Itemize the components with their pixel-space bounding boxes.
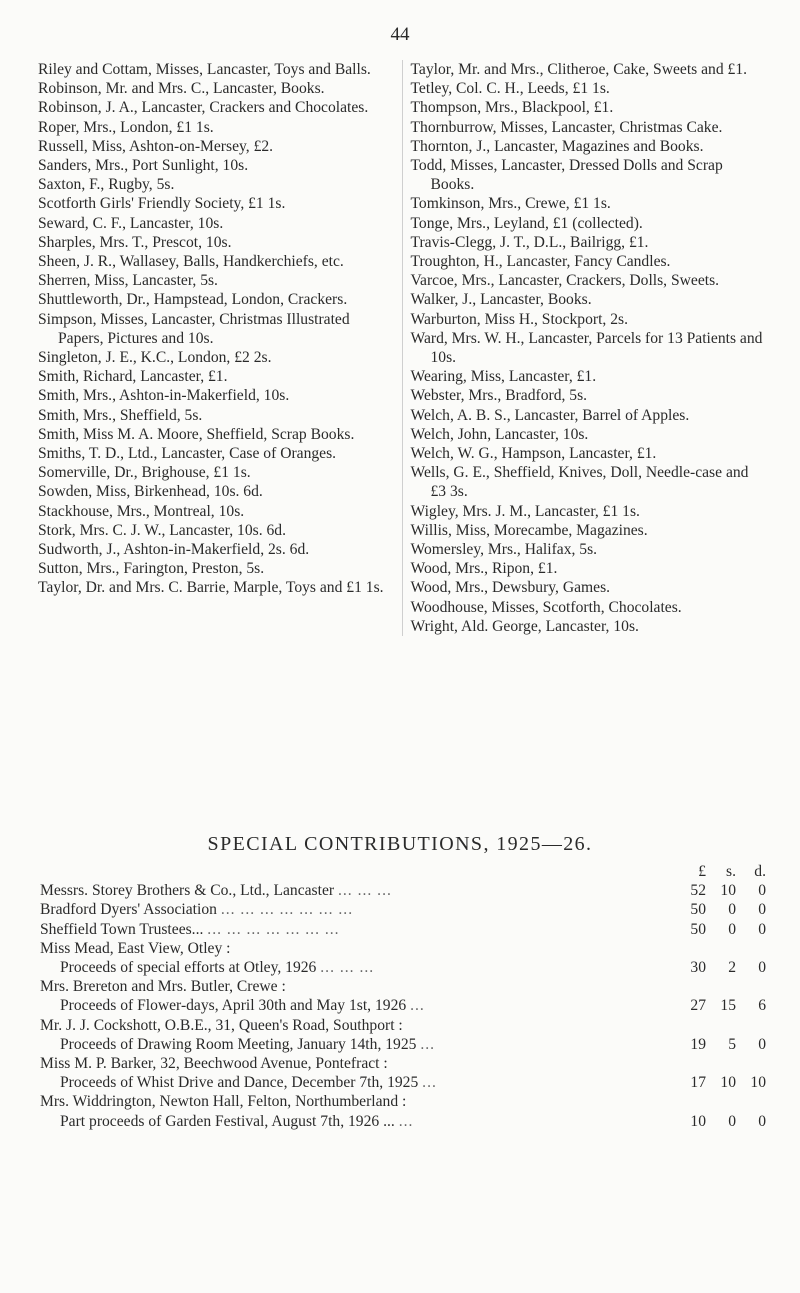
- shillings-value: 15: [720, 997, 736, 1015]
- contribution-description: Miss Mead, East View, Otley :: [40, 939, 231, 957]
- special-contributions-heading: SPECIAL CONTRIBUTIONS, 1925—26.: [207, 833, 593, 855]
- right-column: [402, 60, 767, 636]
- contributor-entry: Wells, G. E., Sheffield, Knives, Doll, Needle-case and £3 3s.: [410, 464, 749, 501]
- special-contribution-row: [40, 939, 766, 958]
- shillings-value: 0: [728, 1112, 736, 1130]
- pounds-value: 27: [690, 997, 706, 1015]
- special-contribution-row: [40, 958, 766, 977]
- contribution-description: Sheffield Town Trustees...: [40, 920, 204, 938]
- contributor-entry: Stork, Mrs. C. J. W., Lancaster, 10s. 6d.: [38, 521, 286, 539]
- contributor-entry: Stackhouse, Mrs., Montreal, 10s.: [38, 502, 245, 520]
- pence-header: d.: [754, 863, 766, 880]
- contributor-entry: Smith, Richard, Lancaster, £1.: [38, 368, 228, 386]
- contribution-description: Proceeds of Flower-days, April 30th and May 1st, 1926: [60, 997, 407, 1015]
- contribution-description: Messrs. Storey Brothers & Co., Ltd., Lancaster: [40, 882, 335, 900]
- contributor-entry: Smith, Miss M. A. Moore, Sheffield, Scrap Books.: [38, 425, 355, 443]
- contributor-entry: Wearing, Miss, Lancaster, £1.: [410, 368, 597, 386]
- special-contribution-row: [40, 900, 766, 919]
- contributor-entry: Wood, Mrs., Dewsbury, Games.: [410, 579, 611, 597]
- contributor-entry: Sanders, Mrs., Port Sunlight, 10s.: [38, 157, 249, 175]
- contributor-entry: Todd, Misses, Lancaster, Dressed Dolls and Scrap Books.: [410, 157, 723, 194]
- contributor-entry: Sherren, Miss, Lancaster, 5s.: [38, 272, 218, 290]
- special-contribution-row: [40, 1112, 766, 1131]
- contributor-entry: Welch, John, Lancaster, 10s.: [410, 425, 589, 443]
- contributor-entry: Simpson, Misses, Lancaster, Christmas Illustrated Papers, Pictures and 10s.: [38, 310, 350, 347]
- contributor-entry: Robinson, J. A., Lancaster, Crackers and Chocolates.: [38, 99, 369, 117]
- pence-value: 10: [750, 1074, 766, 1092]
- contributor-entry: Singleton, J. E., K.C., London, £2 2s.: [38, 349, 272, 367]
- contributor-entry: Scotforth Girls' Friendly Society, £1 1s.: [38, 195, 286, 213]
- contributor-entry: Tetley, Col. C. H., Leeds, £1 1s.: [410, 80, 610, 98]
- pence-value: 0: [758, 1035, 766, 1053]
- special-contribution-row: [40, 1054, 766, 1073]
- contribution-description: Proceeds of Whist Drive and Dance, December 7th, 1925: [60, 1074, 419, 1092]
- contributor-entry: Ward, Mrs. W. H., Lancaster, Parcels for 13 Patients and 10s.: [410, 329, 763, 367]
- special-contribution-row: [40, 996, 766, 1015]
- contributors-columns: [38, 60, 766, 636]
- shillings-value: 10: [720, 882, 736, 900]
- contributor-entry: Tonge, Mrs., Leyland, £1 (collected).: [410, 214, 643, 232]
- contribution-description: Bradford Dyers' Association: [40, 901, 217, 919]
- contributor-entry: Thornburrow, Misses, Lancaster, Christmas Cake.: [410, 118, 723, 136]
- contributor-entry: Somerville, Dr., Brighouse, £1 1s.: [38, 464, 251, 482]
- contributor-entry: Sutton, Mrs., Farington, Preston, 5s.: [38, 560, 265, 578]
- leader-dots: ... ... ...: [320, 959, 375, 977]
- pounds-value: 50: [690, 901, 706, 919]
- pounds-value: 10: [690, 1112, 706, 1130]
- contributor-entry: Webster, Mrs., Bradford, 5s.: [410, 387, 588, 405]
- contributor-entry: Seward, C. F., Lancaster, 10s.: [38, 214, 224, 232]
- pounds-header: £: [698, 863, 706, 880]
- contributor-entry: Varcoe, Mrs., Lancaster, Crackers, Dolls, Sweets.: [410, 272, 720, 290]
- contributor-entry: Tomkinson, Mrs., Crewe, £1 1s.: [410, 195, 611, 213]
- contribution-description: Mrs. Brereton and Mrs. Butler, Crewe :: [40, 978, 286, 996]
- pence-value: 0: [758, 959, 766, 977]
- pence-value: 6: [758, 997, 766, 1015]
- shillings-value: 2: [728, 959, 736, 977]
- pounds-value: 17: [690, 1074, 706, 1092]
- contributor-entry: Thornton, J., Lancaster, Magazines and Books.: [410, 137, 704, 155]
- contributor-entry: Smith, Mrs., Ashton-in-Makerfield, 10s.: [38, 387, 290, 405]
- contributor-entry: Taylor, Mr. and Mrs., Clitheroe, Cake, Sweets and £1.: [410, 61, 748, 78]
- contribution-description: Proceeds of special efforts at Otley, 1926: [60, 959, 317, 977]
- contributor-entry: Sheen, J. R., Wallasey, Balls, Handkerchiefs, etc.: [38, 253, 344, 271]
- currency-header-row: [40, 862, 766, 881]
- pounds-value: 30: [690, 959, 706, 977]
- contributor-entry: Wright, Ald. George, Lancaster, 10s.: [410, 617, 639, 635]
- contributor-entry: Walker, J., Lancaster, Books.: [410, 291, 592, 309]
- shillings-header: s.: [726, 863, 736, 880]
- contributor-entry: Roper, Mrs., London, £1 1s.: [38, 118, 214, 136]
- contributor-entry: Willis, Miss, Morecambe, Magazines.: [410, 521, 648, 539]
- leader-dots: ...: [398, 1112, 414, 1130]
- shillings-value: 0: [728, 920, 736, 938]
- pence-value: 0: [758, 920, 766, 938]
- contribution-description: Miss M. P. Barker, 32, Beechwood Avenue, Pontefract :: [40, 1055, 388, 1073]
- contributor-entry: Taylor, Dr. and Mrs. C. Barrie, Marple, Toys and £1 1s.: [38, 579, 384, 597]
- contributor-entry: Womersley, Mrs., Halifax, 5s.: [410, 541, 598, 559]
- contribution-description: Part proceeds of Garden Festival, August 7th, 1926 ...: [60, 1112, 395, 1130]
- shillings-value: 0: [728, 901, 736, 919]
- contributor-entry: Woodhouse, Misses, Scotforth, Chocolates.: [410, 598, 682, 616]
- contributor-entry: Troughton, H., Lancaster, Fancy Candles.: [410, 253, 671, 271]
- contributor-entry: Russell, Miss, Ashton-on-Mersey, £2.: [38, 137, 274, 155]
- contributor-entry: Sowden, Miss, Birkenhead, 10s. 6d.: [38, 483, 263, 501]
- special-contribution-row: [40, 977, 766, 996]
- shillings-value: 5: [728, 1035, 736, 1053]
- contributor-entry: Thompson, Mrs., Blackpool, £1.: [410, 99, 614, 117]
- special-contribution-row: [40, 1035, 766, 1054]
- special-contribution-row: [40, 881, 766, 900]
- contributor-entry: Robinson, Mr. and Mrs. C., Lancaster, Books.: [38, 80, 325, 98]
- contributor-entry: Travis-Clegg, J. T., D.L., Bailrigg, £1.: [410, 233, 649, 251]
- shillings-value: 10: [720, 1074, 736, 1092]
- special-contribution-row: [40, 1073, 766, 1092]
- left-column: [38, 60, 402, 636]
- contributor-entry: Sudworth, J., Ashton-in-Makerfield, 2s. 6d.: [38, 541, 310, 559]
- contributor-entry: Warburton, Miss H., Stockport, 2s.: [410, 310, 628, 328]
- leader-dots: ... ... ... ... ... ... ...: [207, 920, 340, 938]
- leader-dots: ...: [410, 997, 425, 1015]
- special-contribution-row: [40, 920, 766, 939]
- contributor-entry: Riley and Cottam, Misses, Lancaster, Toys and Balls.: [38, 61, 371, 78]
- special-contribution-row: [40, 1092, 766, 1111]
- pence-value: 0: [758, 882, 766, 900]
- contributor-entry: Shuttleworth, Dr., Hampstead, London, Crackers.: [38, 291, 348, 309]
- contributor-entry: Smiths, T. D., Ltd., Lancaster, Case of Oranges.: [38, 445, 337, 463]
- pounds-value: 19: [690, 1035, 706, 1053]
- leader-dots: ... ... ... ... ... ... ...: [220, 901, 354, 919]
- contribution-description: Mr. J. J. Cockshott, O.B.E., 31, Queen's Road, Southport :: [40, 1016, 403, 1034]
- page-number: 44: [390, 24, 410, 45]
- leader-dots: ...: [420, 1035, 436, 1053]
- contributor-entry: Welch, W. G., Hampson, Lancaster, £1.: [410, 445, 657, 463]
- pence-value: 0: [758, 901, 766, 919]
- contributor-entry: Wigley, Mrs. J. M., Lancaster, £1 1s.: [410, 502, 640, 520]
- contribution-description: Mrs. Widdrington, Newton Hall, Felton, Northumberland :: [40, 1093, 407, 1111]
- contributor-entry: Saxton, F., Rugby, 5s.: [38, 176, 175, 194]
- contributor-entry: Smith, Mrs., Sheffield, 5s.: [38, 406, 203, 424]
- contributor-entry: Wood, Mrs., Ripon, £1.: [410, 560, 558, 578]
- special-contribution-row: [40, 1016, 766, 1035]
- pounds-value: 50: [690, 920, 706, 938]
- contributor-entry: Welch, A. B. S., Lancaster, Barrel of Apples.: [410, 406, 690, 424]
- contribution-description: Proceeds of Drawing Room Meeting, January 14th, 1925: [60, 1035, 417, 1053]
- pence-value: 0: [758, 1112, 766, 1130]
- pounds-value: 52: [690, 882, 706, 900]
- leader-dots: ... ... ...: [337, 882, 392, 900]
- contributor-entry: Sharples, Mrs. T., Prescot, 10s.: [38, 233, 232, 251]
- special-contributions-table: [40, 862, 766, 1131]
- leader-dots: ...: [422, 1074, 437, 1092]
